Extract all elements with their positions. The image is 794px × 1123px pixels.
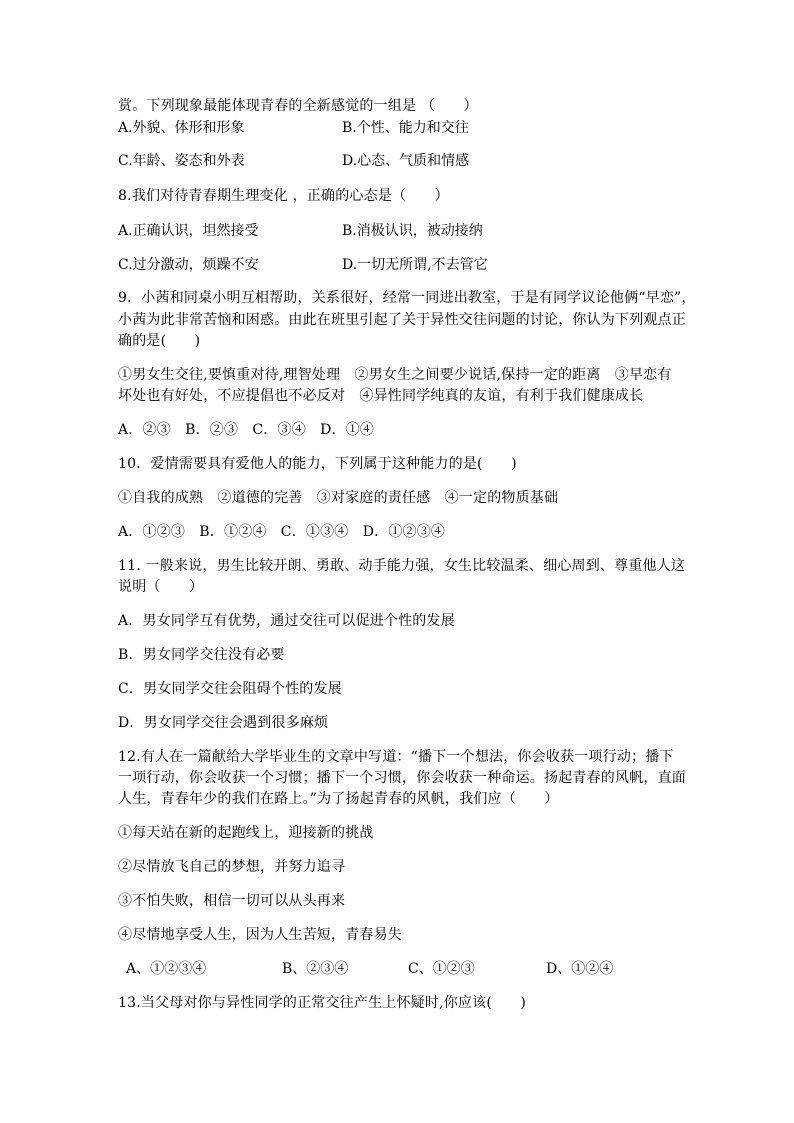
option-8b: B.消极认识，被动接纳 [342, 223, 483, 239]
question-9-items-line2: 坏处也有好处，不应提倡也不必反对 ④异性同学纯真的友谊，有利于我们健康成长 [118, 388, 644, 404]
question-9-stem-line1: 9．小茜和同桌小明互相帮助，关系很好，经常一同进出教室，于是有同学议论他俩“早恋”， [118, 290, 696, 306]
question-9-items-line1: ①男女生交往,要慎重对待,理智处理 ②男女生之间要少说话,保持一定的距离 ③早恋有 [118, 367, 672, 383]
option-8d: D.一切无所谓,不去管它 [342, 257, 488, 273]
question-12-stem-line2: 一项行动，你会收获一个习惯；播下一个习惯，你会收获一种命运。扬起青春的风帆，直面 [118, 770, 686, 786]
question-12-item-1: ①每天站在新的起跑线上，迎接新的挑战 [118, 825, 374, 841]
option-8a: A.正确认识，坦然接受 [118, 223, 259, 239]
option-7d: D.心态、气质和情感 [342, 153, 470, 169]
question-12-item-3: ③不怕失败，相信一切可以从头再来 [118, 893, 346, 909]
question-12-item-4: ④尽情地享受人生，因为人生苦短，青春易失 [118, 927, 402, 943]
option-11a: A．男女同学互有优势，通过交往可以促进个性的发展 [118, 613, 455, 629]
question-9-options: A．②③ B．②③ C．③④ D．①④ [118, 422, 375, 438]
question-10-stem: 10．爱情需要具有爱他人的能力，下列属于这种能力的是( ) [118, 456, 517, 472]
question-10-items: ①自我的成熟 ②道德的完善 ③对家庭的责任感 ④一定的物质基础 [118, 490, 559, 506]
question-11-stem-line1: 11. 一般来说，男生比较开朗、勇敢、动手能力强，女生比较温柔、细心周到、尊重他人这 [118, 558, 686, 574]
option-11b: B．男女同学交往没有必要 [118, 647, 285, 663]
option-11d: D．男女同学交往会遇到很多麻烦 [118, 715, 329, 731]
question-9-stem-line3: 确的是( ) [118, 333, 201, 349]
question-11-stem-line2: 说明（ ） [118, 579, 204, 595]
question-13-stem: 13.当父母对你与异性同学的正常交往产生上怀疑时,你应该( ) [118, 995, 527, 1011]
question-9-stem-line2: 小茜为此非常苦恼和困惑。由此在班里引起了关于异性交往问题的讨论，你认为下列观点正 [118, 312, 686, 328]
option-7c: C.年龄、姿态和外表 [118, 153, 245, 169]
question-8-stem: 8.我们对待青春期生理变化 ，正确的心态是（ ） [118, 188, 449, 204]
question-7-stem: 赏。下列现象最能体现青春的全新感觉的一组是 （ ） [118, 98, 478, 114]
option-11c: C．男女同学交往会阻碍个性的发展 [118, 681, 342, 697]
question-12-stem-line1: 12.有人在一篇献给大学毕业生的文章中写道：“播下一个想法，你会收获一项行动；播下 [118, 749, 674, 765]
option-7b: B.个性、能力和交往 [342, 120, 469, 136]
option-12a: A、①②③④ [126, 961, 207, 977]
question-10-options: A．①②③ B．①②④ C．①③④ D．①②③④ [118, 524, 446, 540]
option-8c: C.过分激动，烦躁不安 [118, 257, 259, 273]
question-12-stem-line3: 人生，青春年少的我们在路上。”为了扬起青春的风帆，我们应（ ） [118, 791, 559, 807]
question-12-item-2: ②尽情放飞自己的梦想，并努力追寻 [118, 859, 346, 875]
option-12b: B、②③④ [282, 961, 349, 977]
option-12c: C、①②③ [408, 961, 475, 977]
option-12d: D、①②④ [546, 961, 614, 977]
option-7a: A.外貌、体形和形象 [118, 120, 245, 136]
